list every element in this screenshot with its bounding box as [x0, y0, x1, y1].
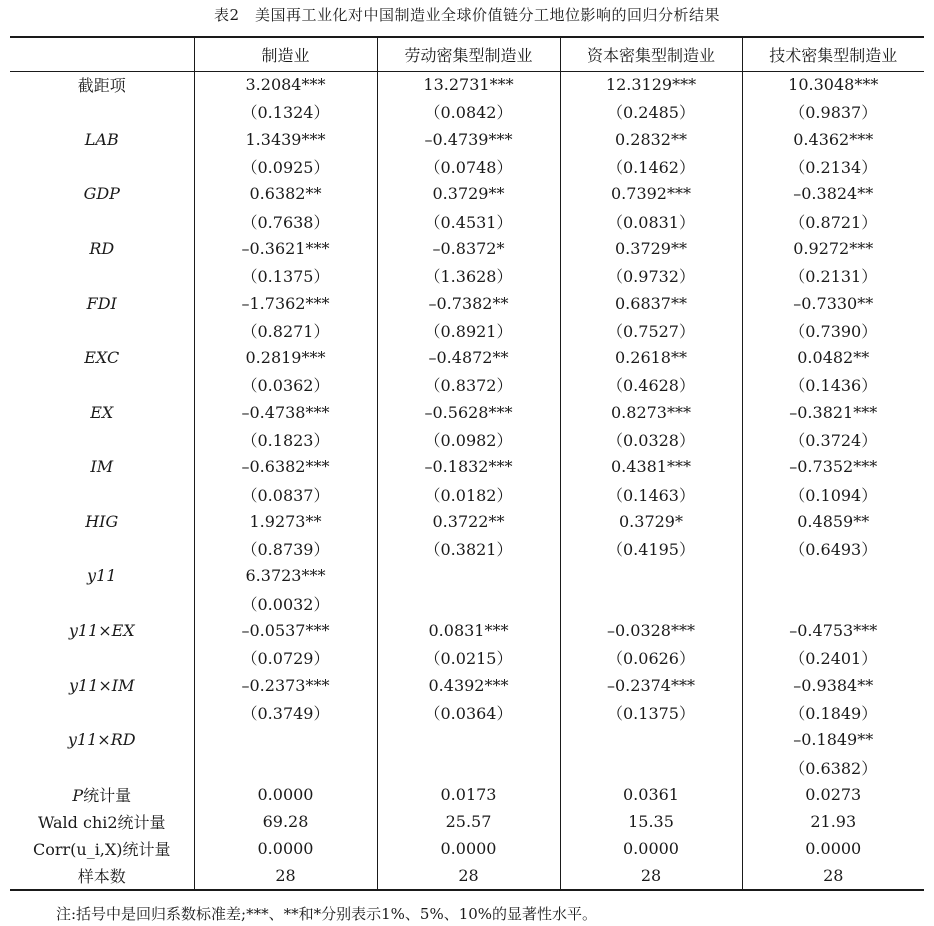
std-error-cell: （0.1324） — [194, 98, 377, 125]
variable-label-blank — [10, 699, 194, 726]
std-error-cell — [560, 753, 742, 780]
coefficient-row — [10, 126, 924, 153]
variable-label-blank — [10, 98, 194, 125]
variable-label: RD — [89, 238, 115, 258]
coefficient-cell: –0.9384** — [742, 672, 924, 699]
std-error-cell: （0.6382） — [742, 753, 924, 780]
std-error-cell: （0.2134） — [742, 153, 924, 180]
coefficient-row — [10, 672, 924, 699]
coefficient-row — [10, 617, 924, 644]
coefficient-cell: 6.3723*** — [194, 562, 377, 589]
std-error-cell: （0.0729） — [194, 644, 377, 671]
std-error-cell: （0.0837） — [194, 480, 377, 507]
std-error-cell — [377, 590, 560, 617]
variable-label: y11×IM — [68, 675, 135, 695]
coefficient-cell: –0.7382** — [377, 289, 560, 316]
coefficient-cell: 0.2819*** — [194, 344, 377, 371]
stat-value-cell: 0.0000 — [560, 835, 742, 862]
std-error-cell: （0.0626） — [560, 644, 742, 671]
std-error-cell: （0.9732） — [560, 262, 742, 289]
variable-label-blank — [10, 317, 194, 344]
coefficient-cell: 1.9273** — [194, 508, 377, 535]
stat-value-cell: 25.57 — [377, 808, 560, 835]
std-error-cell: （0.0362） — [194, 371, 377, 398]
coefficient-row — [10, 180, 924, 207]
variable-label: y11 — [87, 566, 117, 586]
std-error-row — [10, 535, 924, 562]
stat-value-cell: 69.28 — [194, 808, 377, 835]
stat-row — [10, 781, 924, 808]
stat-value-cell: 0.0273 — [742, 781, 924, 808]
std-error-cell: （0.0215） — [377, 644, 560, 671]
column-header: 资本密集型制造业 — [560, 37, 742, 71]
std-error-cell: （0.4195） — [560, 535, 742, 562]
coefficient-row — [10, 399, 924, 426]
variable-label-blank — [10, 644, 194, 671]
coefficient-cell: –0.3621*** — [194, 235, 377, 262]
variable-label-blank — [10, 426, 194, 453]
coefficient-cell: –0.4753*** — [742, 617, 924, 644]
coefficient-cell: –0.3821*** — [742, 399, 924, 426]
stat-value-cell: 28 — [742, 863, 924, 890]
coefficient-row — [10, 235, 924, 262]
coefficient-row — [10, 726, 924, 753]
coefficient-cell: –0.6382*** — [194, 453, 377, 480]
std-error-cell: （0.8739） — [194, 535, 377, 562]
stat-value-cell: 0.0000 — [194, 835, 377, 862]
variable-label-blank — [10, 371, 194, 398]
std-error-cell: （0.4628） — [560, 371, 742, 398]
variable-label-blank — [10, 480, 194, 507]
coefficient-cell: 13.2731*** — [377, 71, 560, 98]
coefficient-cell: 0.4381*** — [560, 453, 742, 480]
coefficient-cell: 0.4859** — [742, 508, 924, 535]
std-error-cell: （0.0831） — [560, 207, 742, 234]
coefficient-cell: 0.6837** — [560, 289, 742, 316]
stat-label: Wald chi2统计量 — [37, 813, 166, 833]
stat-label: Corr(u_i,X)统计量 — [32, 840, 171, 860]
coefficient-cell: 0.4392*** — [377, 672, 560, 699]
std-error-cell: （0.1375） — [560, 699, 742, 726]
coefficient-cell — [194, 726, 377, 753]
variable-label-blank — [10, 153, 194, 180]
variable-label: y11×EX — [68, 621, 135, 641]
std-error-row — [10, 480, 924, 507]
std-error-row — [10, 426, 924, 453]
coefficient-cell: –0.0537*** — [194, 617, 377, 644]
std-error-row — [10, 371, 924, 398]
std-error-cell: （0.0842） — [377, 98, 560, 125]
variable-label: 截距项 — [77, 76, 126, 96]
std-error-cell: （0.0182） — [377, 480, 560, 507]
std-error-cell: （0.0364） — [377, 699, 560, 726]
std-error-cell: （1.3628） — [377, 262, 560, 289]
coefficient-cell: –0.2374*** — [560, 672, 742, 699]
std-error-cell: （0.7638） — [194, 207, 377, 234]
std-error-cell: （0.9837） — [742, 98, 924, 125]
coefficient-row — [10, 562, 924, 589]
stat-value-cell: 15.35 — [560, 808, 742, 835]
std-error-cell: （0.1094） — [742, 480, 924, 507]
std-error-cell: （0.8372） — [377, 371, 560, 398]
coefficient-cell: 0.3729** — [560, 235, 742, 262]
coefficient-cell — [560, 562, 742, 589]
coefficient-cell: –0.7330** — [742, 289, 924, 316]
coefficient-cell: –0.3824** — [742, 180, 924, 207]
column-header: 劳动密集型制造业 — [377, 37, 560, 71]
std-error-cell: （0.1849） — [742, 699, 924, 726]
stat-value-cell: 0.0000 — [742, 835, 924, 862]
coefficient-cell: 0.9272*** — [742, 235, 924, 262]
coefficient-cell: –1.7362*** — [194, 289, 377, 316]
stat-value-cell: 28 — [560, 863, 742, 890]
std-error-cell: （0.0925） — [194, 153, 377, 180]
std-error-row — [10, 699, 924, 726]
std-error-cell — [194, 753, 377, 780]
header-row — [10, 37, 924, 71]
std-error-cell — [377, 753, 560, 780]
coefficient-cell — [377, 562, 560, 589]
variable-label-blank — [10, 207, 194, 234]
variable-label-blank — [10, 535, 194, 562]
variable-label: IM — [90, 457, 114, 477]
stat-value-cell: 0.0000 — [194, 781, 377, 808]
std-error-cell: （0.3749） — [194, 699, 377, 726]
std-error-row — [10, 644, 924, 671]
variable-label-blank — [10, 753, 194, 780]
variable-label: GDP — [83, 184, 120, 204]
coefficient-row — [10, 71, 924, 98]
std-error-cell: （0.1436） — [742, 371, 924, 398]
std-error-cell: （0.0328） — [560, 426, 742, 453]
std-error-cell: （0.2131） — [742, 262, 924, 289]
coefficient-cell: –0.2373*** — [194, 672, 377, 699]
coefficient-cell: –0.1832*** — [377, 453, 560, 480]
stat-row — [10, 808, 924, 835]
coefficient-cell: –0.5628*** — [377, 399, 560, 426]
stat-value-cell: 28 — [194, 863, 377, 890]
coefficient-cell: 0.3729** — [377, 180, 560, 207]
variable-label-blank — [10, 262, 194, 289]
std-error-row — [10, 98, 924, 125]
coefficient-cell: –0.4738*** — [194, 399, 377, 426]
coefficient-cell: –0.1849** — [742, 726, 924, 753]
stat-row — [10, 835, 924, 862]
variable-label: EXC — [84, 348, 120, 368]
coefficient-cell: 0.4362*** — [742, 126, 924, 153]
stat-value-cell: 0.0361 — [560, 781, 742, 808]
std-error-cell: （0.0748） — [377, 153, 560, 180]
coefficient-cell — [742, 562, 924, 589]
variable-label-blank — [10, 590, 194, 617]
stat-label: P统计量 — [72, 785, 132, 805]
std-error-cell — [560, 590, 742, 617]
std-error-cell: （0.2401） — [742, 644, 924, 671]
stat-value-cell: 0.0173 — [377, 781, 560, 808]
stat-row — [10, 863, 924, 890]
coefficient-cell: –0.7352*** — [742, 453, 924, 480]
std-error-cell: （0.1462） — [560, 153, 742, 180]
coefficient-row — [10, 344, 924, 371]
std-error-cell: （0.0982） — [377, 426, 560, 453]
std-error-cell: （0.8921） — [377, 317, 560, 344]
coefficient-cell: –0.8372* — [377, 235, 560, 262]
variable-label: EX — [90, 402, 114, 422]
table-note: 注:括号中是回归系数标准差;***、**和*分别表示1%、5%、10%的显著性水平。 — [56, 905, 598, 923]
stat-value-cell: 0.0000 — [377, 835, 560, 862]
std-error-cell: （0.1463） — [560, 480, 742, 507]
regression-table — [10, 36, 924, 891]
std-error-cell: （0.0032） — [194, 590, 377, 617]
std-error-row — [10, 317, 924, 344]
std-error-row — [10, 753, 924, 780]
std-error-cell: （0.1823） — [194, 426, 377, 453]
std-error-cell: （0.8721） — [742, 207, 924, 234]
coefficient-cell — [377, 726, 560, 753]
std-error-row — [10, 153, 924, 180]
coefficient-cell: 12.3129*** — [560, 71, 742, 98]
std-error-cell: （0.4531） — [377, 207, 560, 234]
variable-label: y11×RD — [67, 730, 136, 750]
std-error-row — [10, 207, 924, 234]
std-error-cell: （0.7390） — [742, 317, 924, 344]
std-error-cell: （0.3821） — [377, 535, 560, 562]
std-error-cell: （0.8271） — [194, 317, 377, 344]
std-error-row — [10, 262, 924, 289]
coefficient-cell: 1.3439*** — [194, 126, 377, 153]
coefficient-cell: –0.0328*** — [560, 617, 742, 644]
std-error-cell: （0.6493） — [742, 535, 924, 562]
variable-label: HIG — [85, 511, 119, 531]
coefficient-row — [10, 453, 924, 480]
column-header: 制造业 — [194, 37, 377, 71]
std-error-cell: （0.1375） — [194, 262, 377, 289]
stat-value-cell: 28 — [377, 863, 560, 890]
column-header — [10, 37, 194, 71]
coefficient-cell: 0.0482** — [742, 344, 924, 371]
variable-label: LAB — [84, 129, 119, 149]
coefficient-cell: –0.4872** — [377, 344, 560, 371]
coefficient-row — [10, 508, 924, 535]
coefficient-cell: 0.2618** — [560, 344, 742, 371]
coefficient-cell: 0.6382** — [194, 180, 377, 207]
coefficient-cell: 10.3048*** — [742, 71, 924, 98]
stat-label: 样本数 — [10, 863, 194, 890]
std-error-row — [10, 590, 924, 617]
std-error-cell — [742, 590, 924, 617]
coefficient-cell: 0.3729* — [560, 508, 742, 535]
coefficient-cell: 0.2832** — [560, 126, 742, 153]
variable-label: FDI — [86, 293, 117, 313]
coefficient-cell: 0.3722** — [377, 508, 560, 535]
coefficient-cell — [560, 726, 742, 753]
coefficient-cell: 0.8273*** — [560, 399, 742, 426]
stat-value-cell: 21.93 — [742, 808, 924, 835]
coefficient-row — [10, 289, 924, 316]
coefficient-cell: 0.0831*** — [377, 617, 560, 644]
std-error-cell: （0.3724） — [742, 426, 924, 453]
coefficient-cell: 0.7392*** — [560, 180, 742, 207]
coefficient-cell: 3.2084*** — [194, 71, 377, 98]
table-title: 表2 美国再工业化对中国制造业全球价值链分工地位影响的回归分析结果 — [213, 6, 721, 24]
coefficient-cell: –0.4739*** — [377, 126, 560, 153]
std-error-cell: （0.2485） — [560, 98, 742, 125]
std-error-cell: （0.7527） — [560, 317, 742, 344]
column-header: 技术密集型制造业 — [742, 37, 924, 71]
